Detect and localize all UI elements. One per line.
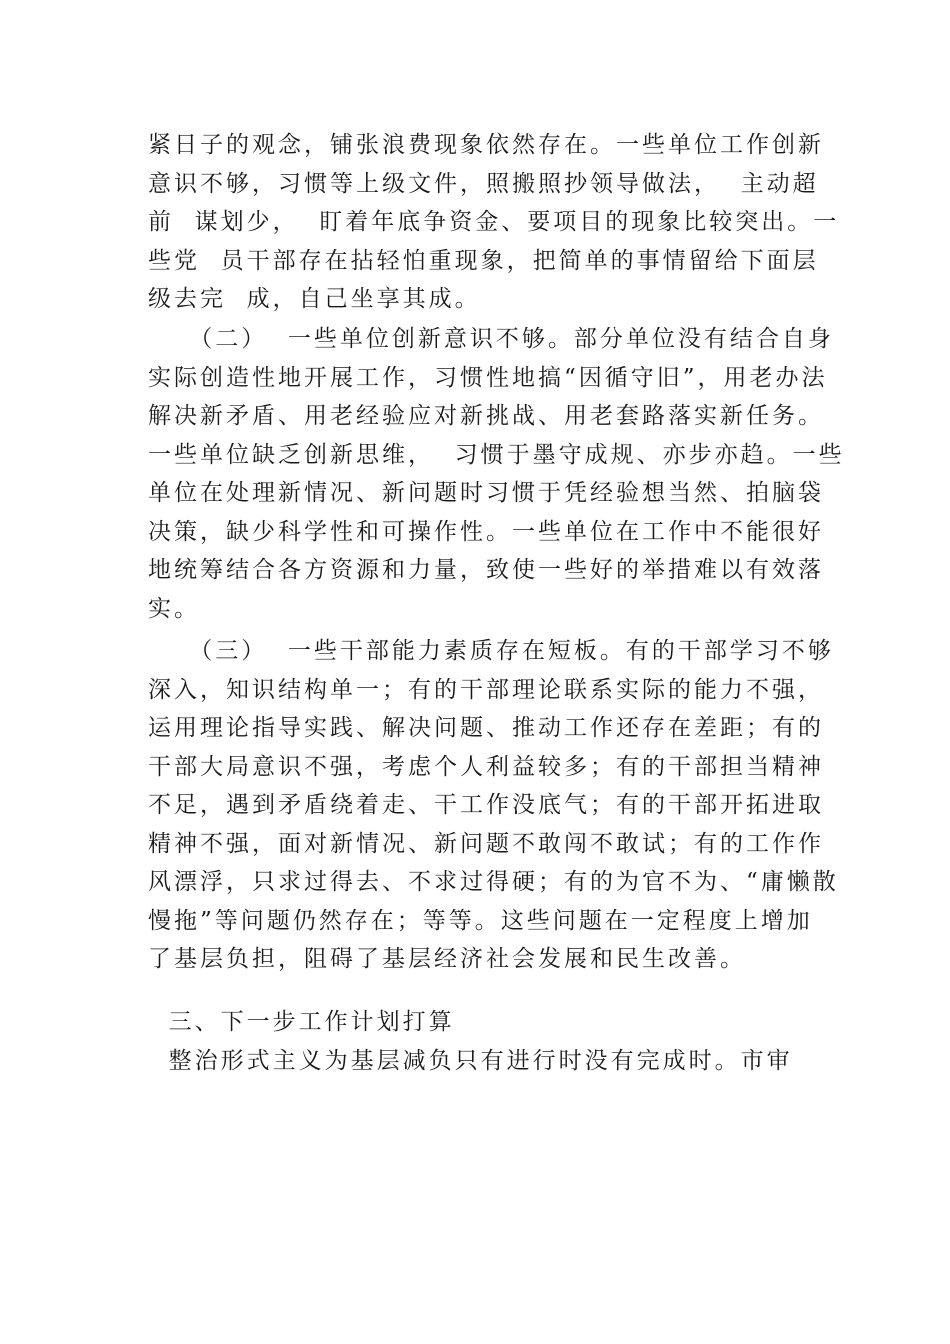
section-next-steps: [148, 1003, 818, 1080]
text-line: （三） 一些干部能力素质存在短板。有的干部学习不够: [148, 638, 834, 664]
text-line: （二） 一些单位创新意识不够。部分单位没有结合自身: [148, 326, 834, 352]
paragraph-frugality: [148, 126, 840, 319]
text-line: 一些单位缺乏创新思维， 习惯于墨守成规、亦步亦趋。一些: [148, 441, 845, 468]
text-line: 风漂浮，只求过得去、不求过得硬；有的为官不为、“庸懒散: [148, 869, 839, 895]
text-line: 慢拖”等问题仍然存在；等等。这些问题在一定程度上增加: [148, 907, 813, 934]
text-line: 深入，知识结构单一；有的干部理论联系实际的能力不强，: [148, 676, 824, 703]
text-line: 实。: [148, 595, 200, 622]
text-line: 解决新矛盾、用老经验应对新挑战、用老套路落实新任务。: [148, 403, 824, 429]
text-line: 级去完 成，自己坐享其成。: [148, 286, 481, 312]
text-line: 单位在处理新情况、新问题时习惯于凭经验想当然、拍脑袋: [148, 480, 824, 506]
text-line: 些党 员干部存在拈轻怕重现象，把简单的事情留给下面层: [148, 247, 819, 274]
text-line: 意识不够，习惯等上级文件，照搬照抄领导做法， 主动超: [148, 170, 819, 197]
text-line: 精神不强，面对新情况、新问题不敢闯不敢试；有的工作作: [148, 830, 824, 857]
text-line: 紧日子的观念，铺张浪费现象依然存在。一些单位工作创新: [148, 132, 824, 158]
text-line: 运用理论指导实践、解决问题、推动工作还存在差距；有的: [148, 715, 824, 741]
paragraph-innovation: [148, 320, 845, 628]
paragraph-cadre-ability: [148, 632, 839, 979]
text-line: 实际创造性地开展工作，习惯性地搞“因循守旧”，用老办法: [148, 364, 828, 391]
text-line: 了基层负担，阻碍了基层经济社会发展和民生改善。: [148, 946, 746, 972]
text-line: 不足，遇到矛盾绕着走、干工作没底气；有的干部开拓进取: [148, 792, 824, 818]
text-line: 前 谋划少， 盯着年底争资金、要项目的现象比较突出。一: [148, 209, 840, 235]
text-line: 干部大局意识不强，考虑个人利益较多；有的干部担当精神: [148, 753, 824, 780]
text-line: 地统筹结合各方资源和力量，致使一些好的举措难以有效落: [148, 557, 824, 583]
text-line: 决策，缺少科学性和可操作性。一些单位在工作中不能很好: [148, 518, 824, 545]
section-heading: 三、下一步工作计划打算: [148, 1009, 455, 1035]
text-line: 整治形式主义为基层减负只有进行时没有完成时。市审: [148, 1047, 793, 1074]
